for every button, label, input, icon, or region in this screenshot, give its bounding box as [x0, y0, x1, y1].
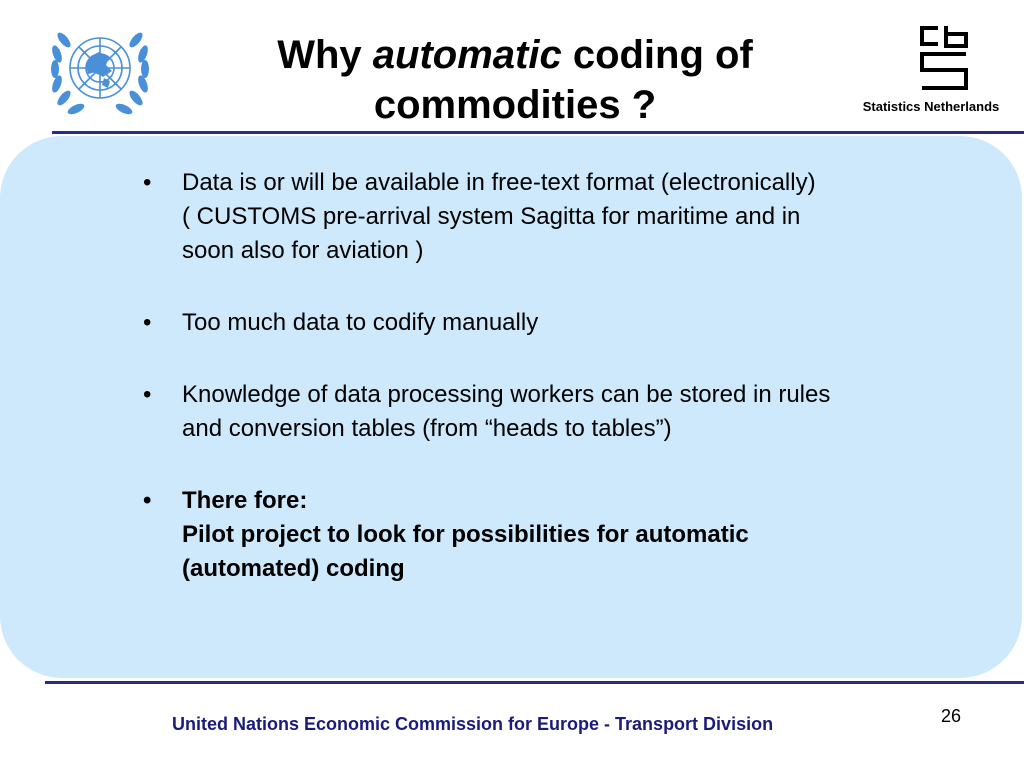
- bullet-marker: •: [143, 381, 152, 408]
- bullet-line: Too much data to codify manually: [182, 309, 539, 336]
- un-emblem-icon: [44, 18, 156, 122]
- bullet-marker: •: [143, 169, 152, 196]
- bullet-line: (automated) coding: [182, 555, 405, 582]
- bullet-item: [143, 166, 973, 268]
- bullet-item: [143, 378, 973, 446]
- slide-title: [200, 30, 830, 130]
- bullet-marker: •: [143, 487, 152, 514]
- title-part-1: Why: [277, 33, 373, 77]
- page-number: 26: [940, 706, 962, 726]
- title-line-1: [200, 30, 830, 80]
- bullet-line: Data is or will be available in free-text format (electronically): [182, 169, 816, 196]
- title-emphasis: automatic: [372, 33, 562, 77]
- cbs-caption: Statistics Netherlands: [862, 99, 1000, 114]
- bullet-line: Pilot project to look for possibilities for automatic: [182, 521, 749, 548]
- bullet-line: and conversion tables (from “heads to tables”): [182, 415, 672, 442]
- bullet-line: ( CUSTOMS pre-arrival system Sagitta for maritime and in: [182, 203, 801, 230]
- top-divider: [52, 131, 1024, 134]
- bottom-divider: [45, 681, 1024, 684]
- bullet-line: soon also for aviation ): [182, 237, 424, 264]
- bullet-item: [143, 484, 973, 586]
- bullet-line: There fore:: [182, 487, 308, 514]
- title-part-2: coding of: [561, 33, 753, 77]
- bullet-list: [143, 166, 973, 624]
- footer-text: United Nations Economic Commission for Europe - Transport Division: [172, 714, 774, 734]
- bullet-line: Knowledge of data processing workers can be stored in rules: [182, 381, 831, 408]
- bullet-marker: •: [143, 309, 152, 336]
- cbs-logo-icon: [918, 24, 970, 96]
- title-line-2: commodities ?: [373, 83, 657, 127]
- bullet-item: [143, 306, 973, 340]
